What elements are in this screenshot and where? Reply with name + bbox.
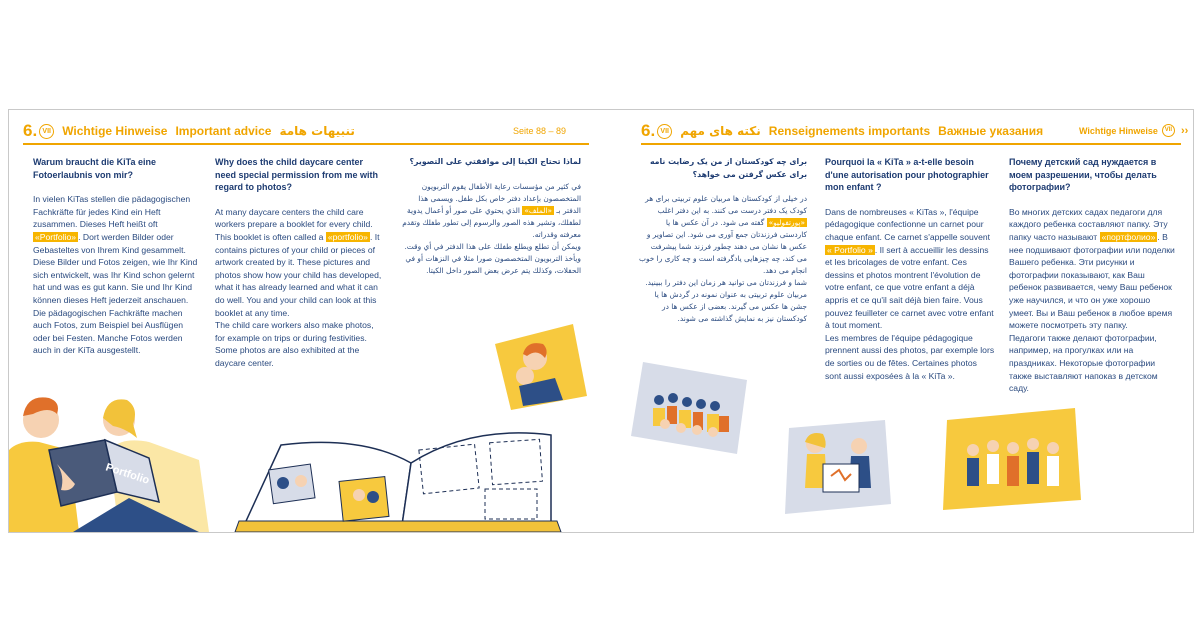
- open-album-illustration: [221, 405, 591, 532]
- title-ru: Важные указания: [938, 124, 1044, 138]
- paragraph-de-1: In vielen KiTas stellen die pädagogischen Fachkräfte für jedes Kind ein Heft zusammen. Dieses Heft heißt oft «Portfolio» . Dort werden Bilder oder Gebasteltes von Ihrem Kind gesammelt. Diese Bilder und Fotos zeigen, wie Ihr Kind sich entwickelt, was Ihr Kind schon gelernt hat und was es gut kann. Sie und Ihr Kind können dieses Heft jederzeit anschauen.: [33, 194, 198, 305]
- left-header: [23, 120, 355, 142]
- child-drawing-photo-illustration: [781, 418, 891, 514]
- chapter-number: 6. VII: [23, 121, 54, 141]
- paragraph-ru-2: Педагоги также делают фотографии, например, на прогулках или на праздниках. Некоторые фотографии также выставляют напоказ в детском саду.: [1009, 332, 1158, 394]
- right-header: [641, 120, 1043, 142]
- column-russian: [1009, 156, 1175, 395]
- paragraph-de-2: Die pädagogischen Fachkräfte machen auch Fotos, zum Beispiel bei Ausflügen oder bei Festen. Manche Fotos werden auch in der KiTa ausgestellt.: [33, 307, 184, 356]
- brochure-spread: [8, 109, 1194, 533]
- column-french: [825, 156, 995, 382]
- title-ar: تنبيهات هامة: [279, 124, 355, 138]
- column-german: [33, 156, 199, 357]
- paragraph-en-1: At many daycare centers the child care workers prepare a booklet for every child. This booklet is often called a «portfolio» . It contains pictures of your child or pieces of artwork created by it. These pictures and photos show how your child has developed, what it has already learned and what it can do well. You and your child can look at this booklet at any time.: [215, 206, 382, 318]
- column-english: [215, 156, 383, 370]
- paragraph-ru-1: Во многих детских садах педагоги для каждого ребенка составляют папку. Эту папку часто называют «портфолио» . В нее подшивают фотографии или поделки Вашего ребенка. Эти рисунки и фотографии показывают, как Ваш ребенок развивается, чему Ваш ребенок уже научился, и что он уже хорошо умеет. Вы и Ваш ребенок в любое время можете посмотреть эту папку.: [1009, 206, 1175, 331]
- chapter-badge: VII: [657, 124, 672, 139]
- chapter-number: 6. VII: [641, 121, 672, 141]
- group-photo-illustration: [629, 358, 753, 458]
- highlight-portfolio: «Portfolio»: [35, 231, 77, 242]
- section-nav[interactable]: [1079, 124, 1188, 137]
- children-group-photo-illustration: [941, 404, 1081, 510]
- question-fr: Pourquoi la « KiTa » a-t-elle besoin d'une autorisation pour photographier mon enfant ?: [825, 157, 989, 193]
- question-ru: Почему детский сад нуждается в моем разрешении, чтобы делать фотографии?: [1009, 157, 1157, 193]
- paragraph-ar-1: في كثير من مؤسسات رعاية الأطفال يقوم التربويون المتخصصون بإعداد دفتر خاص بكل طفل. ويسمى هذا الدفتر بـ «الملف» الذي يحتوي على صور أو أعمال يدوية لطفلك، وتشير هذه الصور والرسوم إلى تطور طفلك وتقدم معرفته وقدراته.: [402, 181, 581, 239]
- next-arrow-icon[interactable]: ››: [1180, 124, 1189, 137]
- title-fr: Renseignements importants: [768, 124, 931, 138]
- title-de: Wichtige Hinweise: [62, 124, 168, 138]
- parent-child-reading-illustration: [9, 380, 209, 532]
- question-fa: برای چه کودکستان از من یک رضایت نامه برای عکس گرفتن می خواهد؟: [649, 157, 807, 179]
- highlight-portfolio: « Portfolio »: [827, 244, 873, 255]
- title-en: Important advice: [175, 124, 272, 138]
- left-header-rule: [23, 143, 589, 145]
- paragraph-fa-2: شما و فرزندتان می توانید هر زمان این دفتر را ببینید. مربیان علوم تربیتی به عنوان نمونه در گردش ها یا جشن ها عکس می گیرند. بعضی از عکس ها در کودکستان نیز به نمایش گذاشته می شوند.: [645, 278, 807, 324]
- nav-label: Wichtige Hinweise: [1079, 125, 1158, 136]
- right-header-rule: [641, 143, 1181, 145]
- highlight-portfolio: «portfolio»: [327, 231, 368, 242]
- highlight-portfolio: «الملف»: [524, 205, 553, 215]
- question-en: Why does the child daycare center need special permission from me with regard to photos?: [215, 157, 379, 193]
- book-cover-title: Portfolio: [104, 461, 151, 487]
- paragraph-fr-2: Les membres de l'équipe pédagogique prennent aussi des photos, par exemple lors de sorties ou de fêtes. Certaines photos sont aussi exposées à la « KiTa ».: [825, 332, 995, 381]
- highlight-portfolio: «портфолио»: [1101, 231, 1156, 242]
- paragraph-en-2: The child care workers also make photos, for example on trips or during festivities. Some photos are also exhibited at the daycare center.: [215, 320, 374, 368]
- question-de: Warum braucht die KiTa eine Fotoerlaubnis von mir?: [33, 157, 157, 180]
- title-fa: نکته های مهم: [680, 124, 761, 138]
- page-numbers: Seite 88 – 89: [513, 126, 567, 136]
- paragraph-ar-2: ويمكن أن تطلع ويطلع طفلك على هذا الدفتر في أي وقت. ويأخذ التربويون المتخصصون صورا مثلا في النزهات أو في الحفلات، وكذلك يتم عرض بعض الصور داخل الكيتا.: [404, 241, 581, 275]
- portrait-photo-illustration: [489, 320, 589, 410]
- column-persian: [639, 156, 807, 325]
- chapter-badge: VII: [39, 124, 54, 139]
- highlight-portfolio: «پورتفولیو»: [768, 218, 805, 228]
- column-arabic: [401, 156, 581, 277]
- paragraph-fa-1: در خیلی از کودکستان ها مربیان علوم تربیتی برای هر کودک یک دفتر درست می کنند. به این دفتر اغلب «پورتفولیو» گفته می شود. در آن عکس ها یا کاردستی فرزندتان جمع آوری می شود. این تصاویر و عکس ها نشان می دهند چطور فرزند شما پیشرفت می کند، چه چیزهایی یادگرفته است و چه کاری را خوب انجام می دهد.: [638, 194, 807, 276]
- paragraph-fr-1: Dans de nombreuses « KiTas », l'équipe pédagogique confectionne un carnet pour chaque enfant. Ce carnet s'appelle souvent « Portfolio » . Il sert à accueillir les dessins et les bricolages de votre enfant. Ces dessins et photos montrent l'évolution de votre enfant, ce que votre enfant a déjà appris et ce qu'il sait déjà bien faire. Vous pouvez feuilleter ce carnet avec votre enfant à tout moment.: [825, 206, 994, 331]
- question-ar: لماذا تحتاج الكيتا إلى موافقتي على التصوير؟: [409, 157, 581, 166]
- nav-badge: VII: [1162, 124, 1175, 137]
